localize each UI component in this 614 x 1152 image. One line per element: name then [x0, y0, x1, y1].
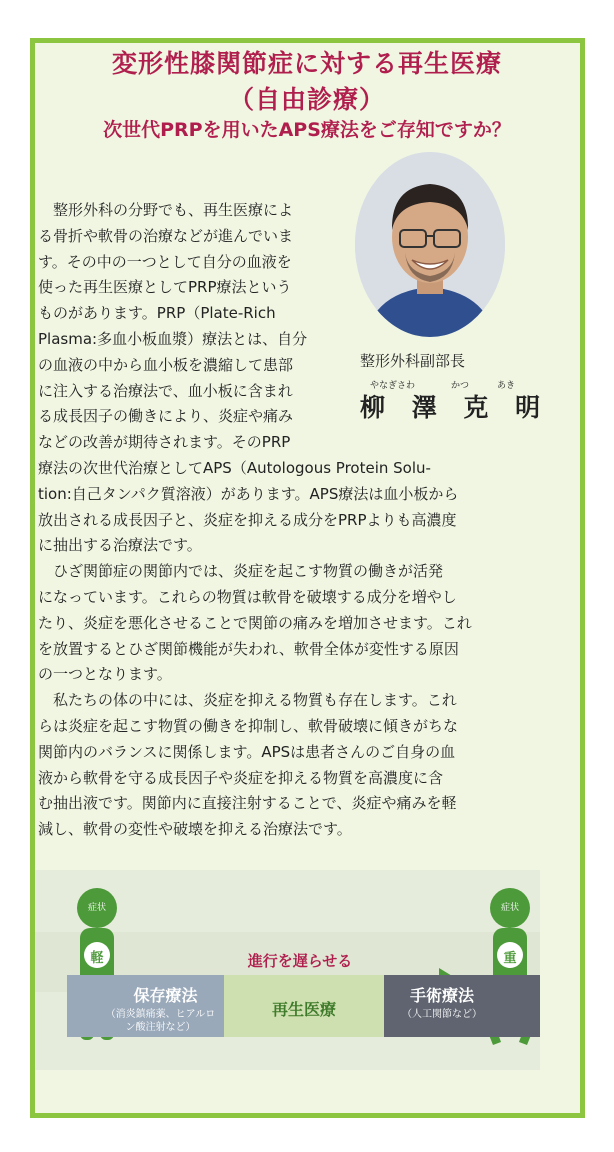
stage-label: 保存療法: [133, 986, 198, 1005]
body-line: 使った再生医療としてPRP療法という: [38, 278, 292, 296]
body-line: らは炎症を起こす物質の働きを抑制し、軟骨破壊に傾きがちな: [38, 717, 459, 735]
body-line: む抽出液です。関節内に直接注射することで、炎症や痛みを軽: [38, 794, 457, 812]
stage-label: 手術療法: [409, 986, 474, 1005]
body-line: たり、炎症を悪化させることで関節の痛みを増加させます。これ: [38, 614, 472, 632]
body-line: 私たちの体の中には、炎症を抑える物質も存在します。これ: [38, 691, 457, 709]
stage-conservative: [67, 975, 224, 1037]
body-line: す。その中の一つとして自分の血液を: [38, 253, 292, 271]
body-line: ものがあります。PRP（Plate-Rich: [38, 304, 276, 322]
page-title: 変形性膝関節症に対する再生医療: [111, 49, 502, 78]
body-line: 液から軟骨を守る成長因子や炎症を抑える物質を高濃度に含: [38, 769, 444, 787]
treatment-diagram: [35, 870, 540, 1070]
severe-badge-label: 症状: [500, 903, 519, 913]
body-line: 療法の次世代治療としてAPS（Autologous Protein Solu-: [38, 459, 431, 477]
author-name: 柳 澤 克 明: [360, 393, 550, 422]
body-line: などの改善が期待されます。そのPRP: [38, 433, 291, 451]
author-name-ruby-3: あき: [497, 381, 516, 391]
body-line: tion:自己タンパク質溶液）があります。APS療法は血小板から: [38, 485, 459, 503]
mild-badge-label: 症状: [87, 903, 106, 913]
body-line: 放出される成長因子と、炎症を抑える成分をPRPよりも高濃度: [38, 511, 457, 529]
severe-badge-value: 重: [503, 951, 517, 966]
mild-badge-value: 軽: [90, 951, 104, 966]
body-line: に注入する治療法で、血小板に含まれ: [38, 382, 293, 400]
stage-sub: （人工関節など）: [402, 1009, 482, 1020]
body-line: の血液の中から血小板を濃縮して患部: [38, 356, 294, 374]
author-role: 整形外科副部長: [360, 352, 466, 370]
doctor-photo: [355, 152, 505, 337]
stage-sub: （消炎鎮痛薬、ヒアルロン酸注射など）: [105, 1009, 216, 1033]
body-line: 整形外科の分野でも、再生医療によ: [38, 201, 294, 219]
body-line: 減し、軟骨の変性や破壊を抑える治療法です。: [38, 820, 352, 838]
body-line: 関節内のバランスに関係します。APSは患者さんのご自身の血: [38, 743, 456, 761]
author-name-ruby-2: かつ: [451, 381, 470, 391]
body-line: る骨折や軟骨の治療などが進んでいま: [38, 227, 294, 245]
body-line: の一つとなります。: [38, 665, 172, 683]
page-subtitle: 次世代PRPを用いたAPS療法をご存知ですか？: [103, 119, 511, 141]
body-line: る成長因子の働きにより、炎症や痛み: [38, 407, 294, 425]
author-name-ruby-1: やなぎさわ: [370, 381, 416, 391]
body-line: Plasma:多血小板血漿）療法とは、自分: [38, 330, 308, 348]
body-line: を放置するとひざ関節機能が失われ、軟骨全体が変性する原因: [38, 640, 459, 658]
body-line: に抽出する治療法です。: [38, 536, 202, 554]
page-title-note: （自由診療）: [228, 85, 385, 114]
stage-surgery: [384, 975, 540, 1037]
stage-regenerative: [224, 975, 384, 1037]
stage-label: 再生医療: [271, 1000, 336, 1019]
body-line: になっています。これらの物質は軟骨を破壊する成分を増やし: [38, 588, 457, 606]
body-line: ひざ関節症の関節内では、炎症を起こす物質の働きが活発: [38, 562, 444, 580]
arrow-label: 進行を遅らせる: [247, 952, 353, 970]
